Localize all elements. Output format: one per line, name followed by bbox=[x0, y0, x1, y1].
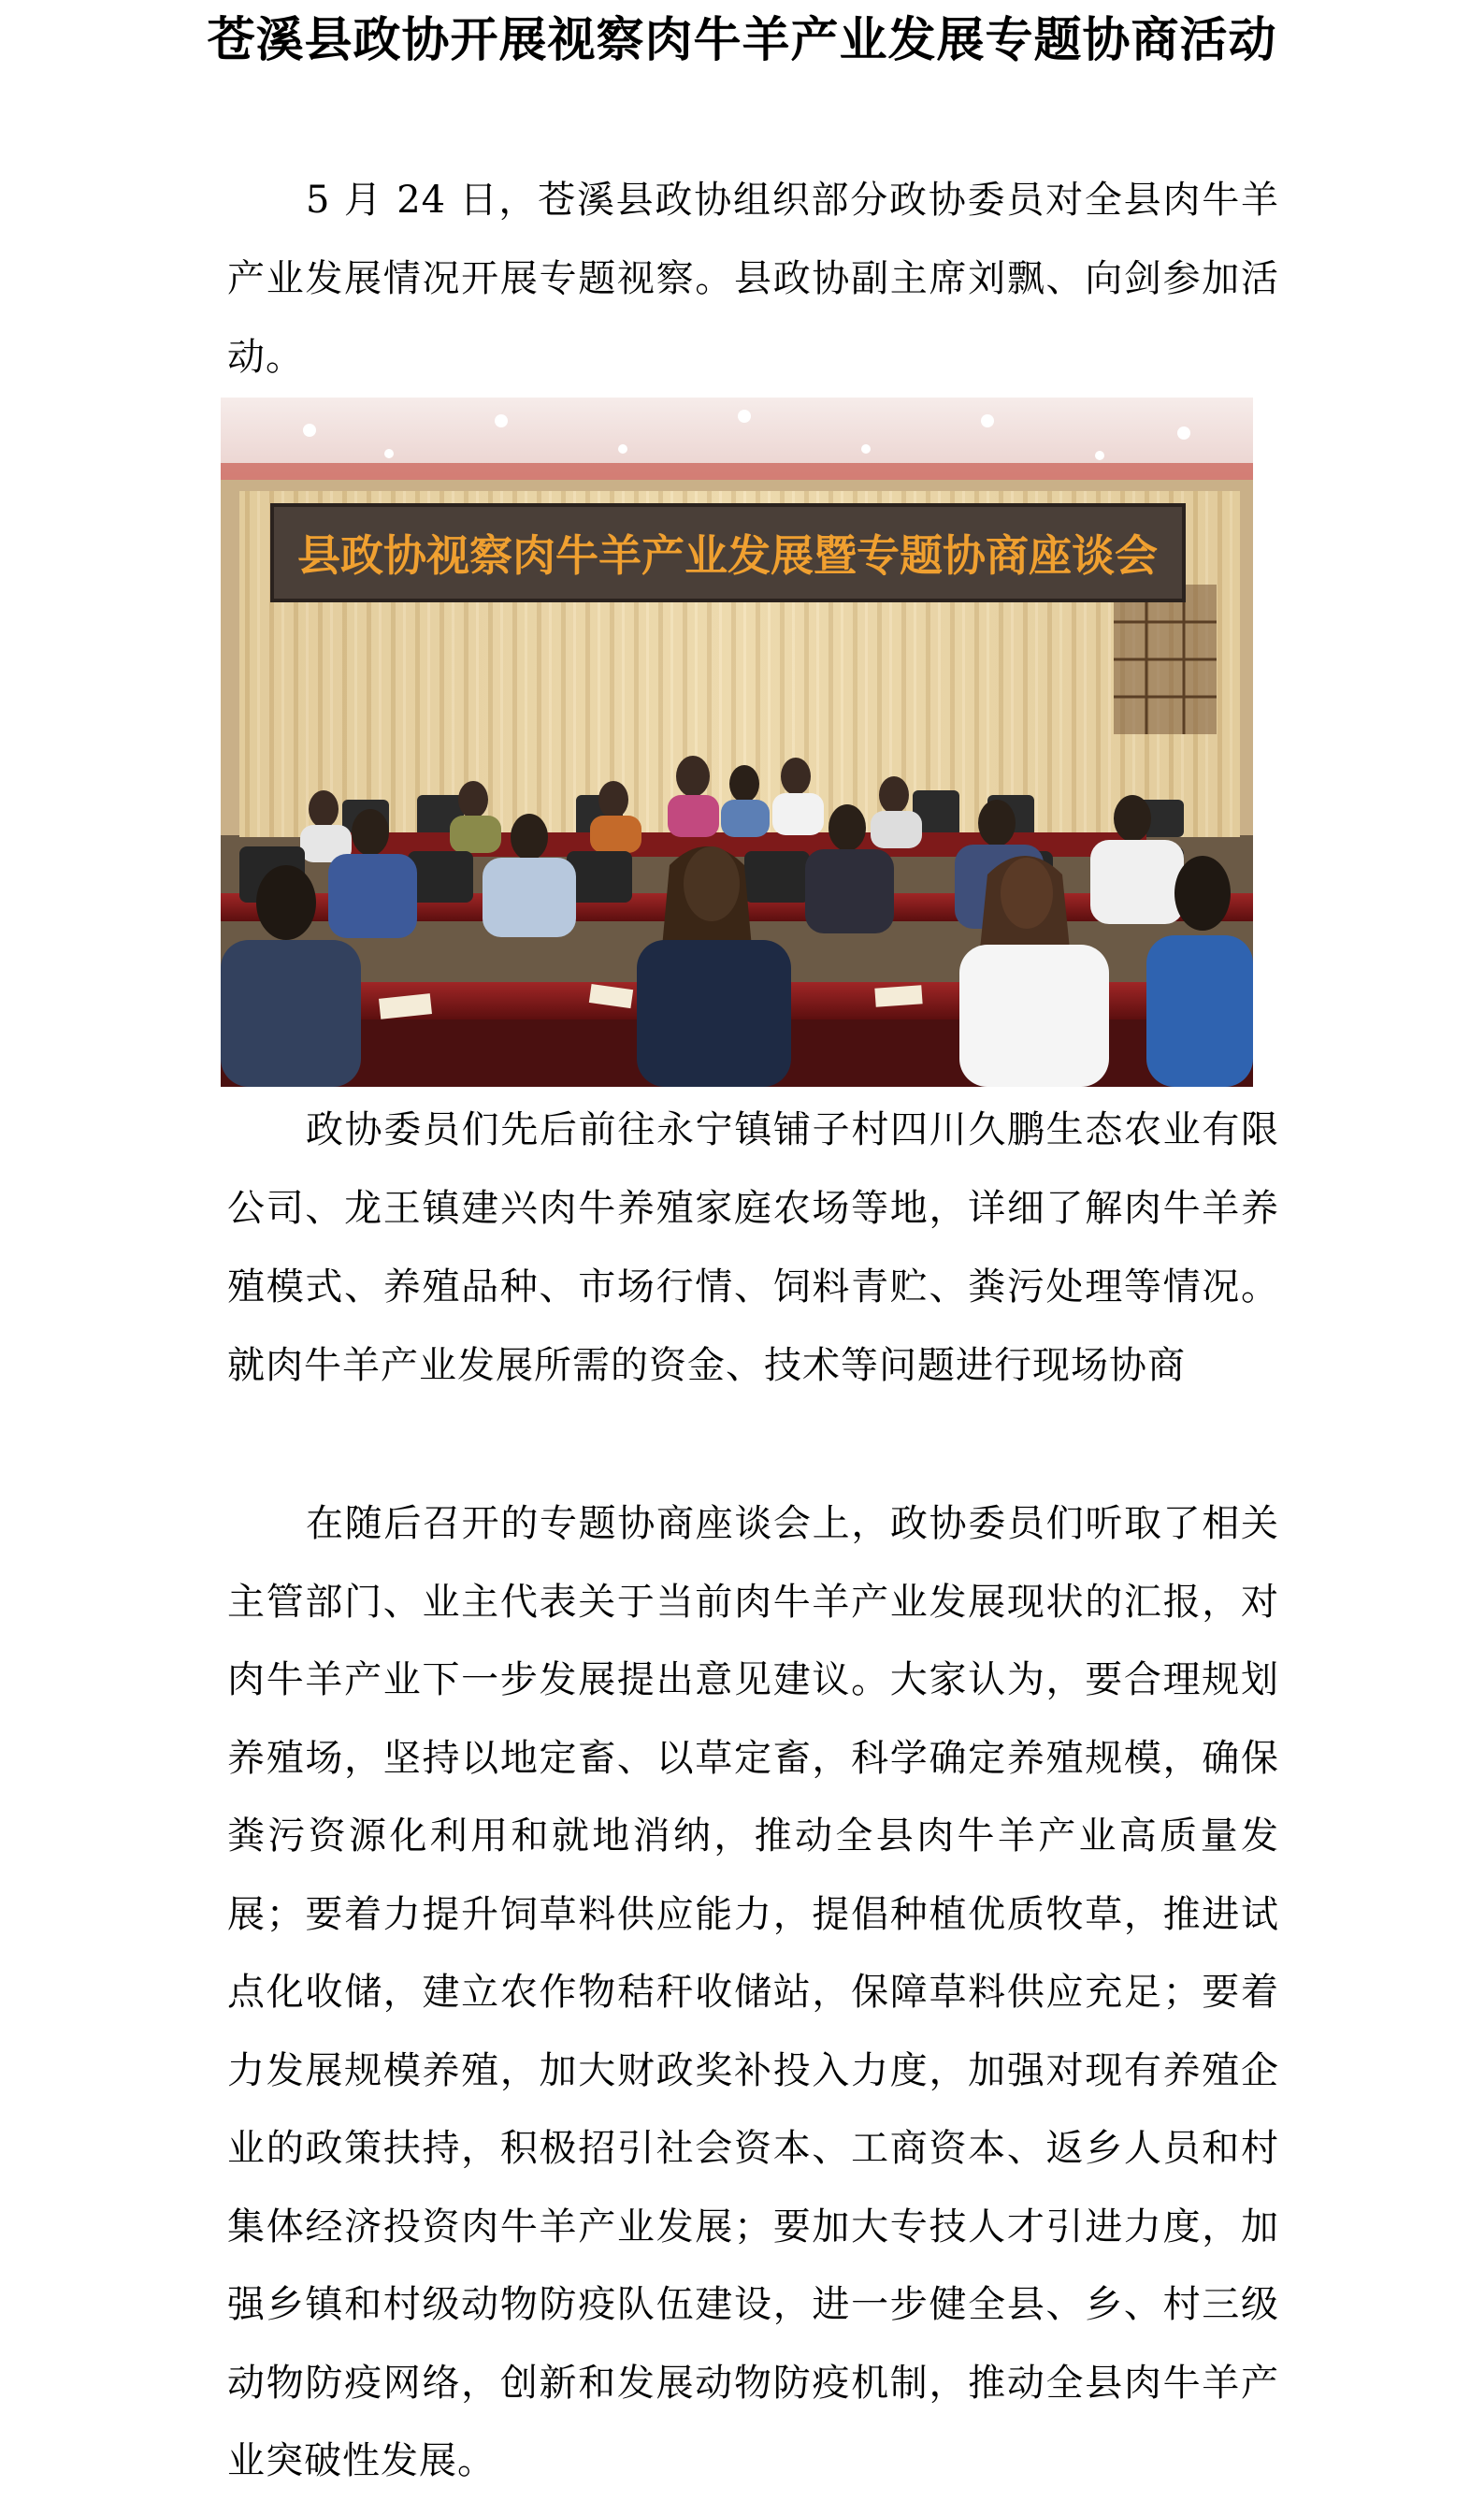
paragraph-3: 在随后召开的专题协商座谈会上，政协委员们听取了相关主管部门、业主代表关于当前肉牛羊产业发展现状的汇报，对肉牛羊产业下一步发展提出意见建议。大家认为，要合理规划养殖场，坚持以地定畜、以草定畜，科学确定养殖规模，确保粪污资源化利用和就地消纳，推动全县肉牛羊产业高质量发展；要着力提升饲草料供应能力，提倡种植优质牧草，推进试点化收储，建立农作物秸秆收储站，保障草料供应充足；要着力发展规模养殖，加大财政奖补投入力度，加强对现有养殖企业的政策扶持，积极招引社会资本、工商资本、返乡人员和村集体经济投资肉牛羊产业发展；要加大专技人才引进力度，加强乡镇和村级动物防疫队伍建设，进一步健全县、乡、村三级动物防疫网络，创新和发展动物防疫机制，推动全县肉牛羊产业突破性发展。 bbox=[227, 1502, 1279, 2482]
meeting-photo bbox=[221, 398, 1253, 1087]
article-title: 苍溪县政协开展视察肉牛羊产业发展专题协商活动 bbox=[207, 12, 1277, 68]
paragraph-2: 政协委员们先后前往永宁镇铺子村四川久鹏生态农业有限公司、龙王镇建兴肉牛养殖家庭农场等地，详细了解肉牛羊养殖模式、养殖品种、市场行情、饲料青贮、粪污处理等情况。就肉牛羊产业发展所需的资金、技术等问题进行现场协商 bbox=[227, 1108, 1279, 1387]
banner-text: 县政协视察肉牛羊产业发展暨专题协商座谈会 bbox=[297, 530, 1158, 581]
paragraph-1: 5 月 24 日，苍溪县政协组织部分政协委员对全县肉牛羊产业发展情况开展专题视察。县政协副主席刘飘、向剑参加活动。 bbox=[227, 179, 1279, 379]
